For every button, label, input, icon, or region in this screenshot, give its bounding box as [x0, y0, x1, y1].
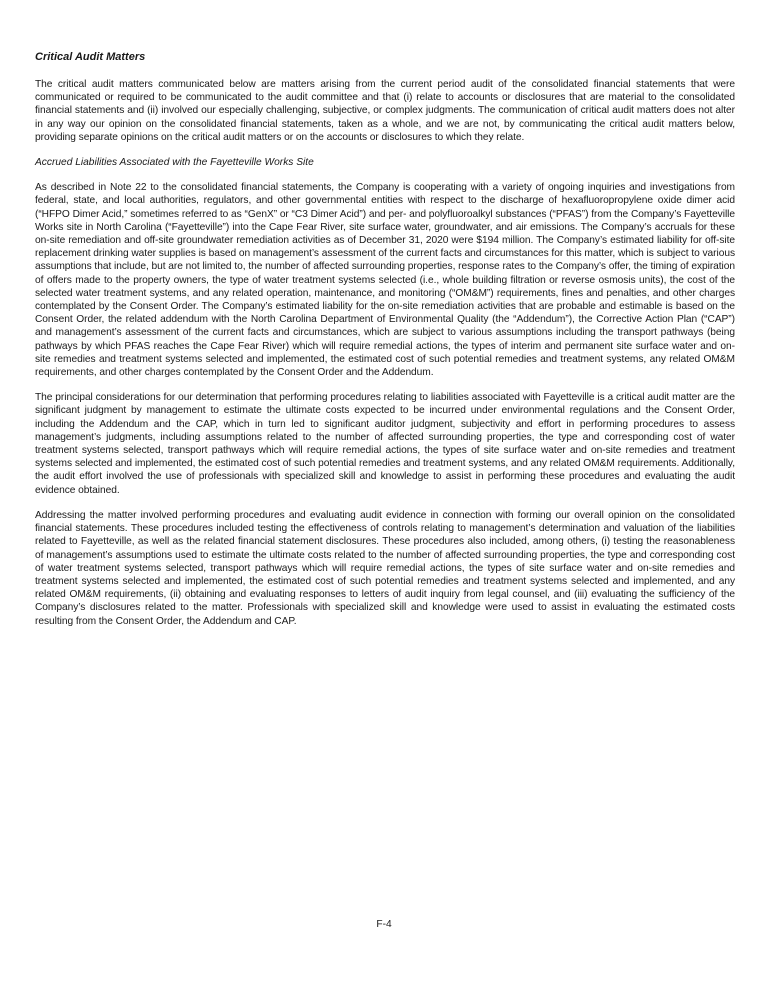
- subsection-heading: Accrued Liabilities Associated with the Fayetteville Works Site: [35, 157, 314, 169]
- page-number: F-4: [376, 919, 392, 930]
- body-paragraph-procedures: Addressing the matter involved performing procedures and evaluating audit evidence in connection with forming our overall opinion on the consolidated financial statements. These procedures included testing the effectiveness of controls relating to management’s determination and valuation of the liabilities related to Fayetteville, as well as the related financial statement disclosures. These procedures also included, among others, (i) testing the reasonableness of management’s assumptions used to estimate the ultimate costs related to the number of affected surrounding properties, the type and corresponding cost of water treatment systems selected, transport pathways which will require remedial actions, the types of site surface water and on-site remedies and treatment systems selected and implemented, the estimated cost of such potential remedies and treatment systems selected and implemented, and any related OM&M requirements, (ii) obtaining and evaluating responses to letters of audit inquiry from legal counsel, and (iii) evaluating the sufficiency of the Company’s disclosures related to the matter. Professionals with specialized skill and knowledge were used to assist in evaluating the estimated costs resulting from the Consent Order, the Addendum and CAP.: [35, 509, 735, 627]
- document-page: [35, 50, 735, 640]
- body-paragraph-description: As described in Note 22 to the consolidated financial statements, the Company is cooperating with a variety of ongoing inquiries and investigations from federal, state, and local authorities, regulators, and other governmental entities with respect to the discharge of hexafluoropropylene oxide dimer acid (“HFPO Dimer Acid,” sometimes referred to as “GenX” or “C3 Dimer Acid”) and per- and polyfluoroalkyl substances (“PFAS”) from the Company’s Fayetteville Works site in North Carolina (“Fayetteville”) into the Cape Fear River, site surface water, groundwater, and air emissions. The Company’s accruals for these on-site remediation and off-site groundwater remediation activities as of December 31, 2020 were $194 million. The Company’s estimated liability for off-site replacement drinking water supplies is based on management’s assessment of the current facts and circumstances for this matter, which is subject to various assumptions that include, but are not limited to, the number of affected surrounding properties, response rates to the Company’s offer, the timing of expiration of offers made to the property owners, the type of water treatment systems selected (i.e., whole building filtration or reverse osmosis units), the cost of the selected water treatment systems, and any related operation, maintenance, and monitoring (“OM&M”) requirements, fines and penalties, and other charges contemplated by the Consent Order. The Company’s estimated liability for the on-site remediation activities that are probable and estimable is based on the Consent Order, the related addendum with the North Carolina Department of Environmental Quality (the “Addendum”), the Corrective Action Plan (“CAP”) and management’s assessment of the current facts and circumstances, which are subject to various assumptions including the transport pathways (being pathways by which PFAS reaches the Cape Fear River) which will require remedial actions, the types of interim and permanent site surface water and on-site remedies and treatment systems selected and implemented, the estimated cost of such potential remedies and treatment systems, any related OM&M requirements, and other charges contemplated by the Consent Order and the Addendum.: [35, 182, 735, 379]
- section-heading: Critical Audit Matters: [35, 51, 146, 63]
- intro-paragraph: The critical audit matters communicated below are matters arising from the current period audit of the consolidated financial statements that were communicated or required to be communicated to the audit committee and that (i) relate to accounts or disclosures that are material to the consolidated financial statements and (ii) involved our especially challenging, subjective, or complex judgments. The communication of critical audit matters does not alter in any way our opinion on the consolidated financial statements, taken as a whole, and we are not, by communicating the critical audit matters below, providing separate opinions on the critical audit matters or on the accounts or disclosures to which they relate.: [35, 79, 735, 143]
- body-paragraph-considerations: The principal considerations for our determination that performing procedures relating to liabilities associated with Fayetteville is a critical audit matter are the significant judgment by management to estimate the ultimate costs expected to be incurred under environmental regulations and the Consent Order, including the Addendum and the CAP, which in turn led to significant auditor judgment, subjectivity and effort in performing procedures to assess management’s judgments, including assumptions related to the number of affected surrounding properties, the type and corresponding cost of water treatment systems selected, transport pathways which will require remedial actions, the types of site surface water and on-site remedies and treatment systems selected and implemented, the estimated cost of such potential remedies and treatment systems, and any related OM&M requirements. Additionally, the audit effort involved the use of professionals with specialized skill and knowledge to assist in performing these procedures and evaluating the audit evidence obtained.: [35, 392, 735, 496]
